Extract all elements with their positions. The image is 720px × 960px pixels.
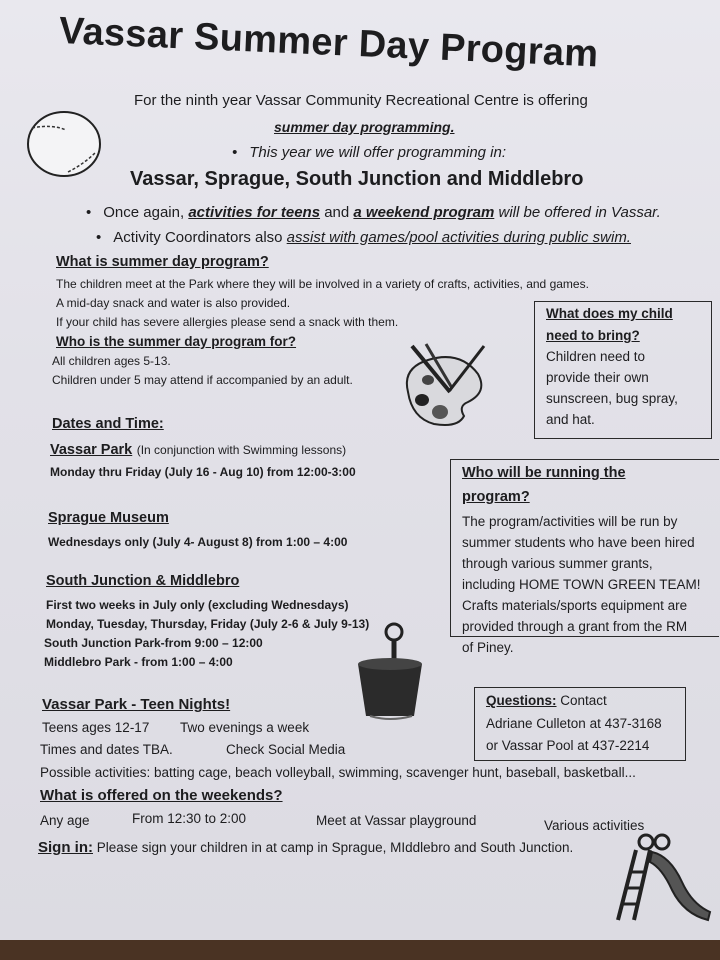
what-is-line-1: The children meet at the Park where they will be involved in a variety of crafts, activities, and games. [56,277,589,291]
questions-line-2: or Vassar Pool at 437-2214 [486,738,650,753]
locations-heading: Vassar, Sprague, South Junction and Middlebro [130,168,584,190]
teen-evenings: Two evenings a week [180,720,310,735]
running-line-1: The program/activities will be run by [462,514,678,529]
sj-line-3: South Junction Park-from 9:00 – 12:00 [44,636,263,650]
bring-line-1: Children need to [546,349,646,364]
sj-heading: South Junction & Middlebro [46,573,240,589]
bring-line-2: provide their own [546,370,649,385]
sj-line-2: Monday, Tuesday, Thursday, Friday (July 2-6 & July 9-13) [46,617,370,631]
sprague-time: Wednesdays only (July 4- August 8) from 1:00 – 4:00 [48,535,348,549]
running-line-3: through various summer grants, [462,556,653,571]
who-for-line-1: All children ages 5-13. [52,354,171,368]
page-title: Vassar Summer Day Program [58,10,600,76]
running-line-5: Crafts materials/sports equipment are [462,598,688,613]
running-line-7: of Piney. [462,640,514,655]
vassar-park-row: Vassar Park (In conjunction with Swimming lessons) [50,442,347,458]
questions-label-row: Questions: Contact [486,693,607,708]
baseball-icon [24,108,104,180]
slide-icon [610,832,714,922]
running-heading-2: program? [462,489,530,505]
bullet-teens-weekend: • Once again, activities for teens and a weekend program will be offered in Vassar. [86,204,661,221]
weekends-various: Various activities [544,818,645,833]
intro-line-1: For the ninth year Vassar Community Recreational Centre is offering [134,92,588,109]
dates-heading: Dates and Time: [52,416,164,432]
teen-social: Check Social Media [226,742,346,757]
running-line-4: including HOME TOWN GREEN TEAM! [462,577,701,592]
intro-line-3: • This year we will offer programming in: [232,144,506,161]
bring-line-4: and hat. [546,412,595,427]
teen-ages: Teens ages 12-17 [42,720,150,735]
teen-heading: Vassar Park - Teen Nights! [42,696,231,713]
teen-tba: Times and dates TBA. [40,742,173,757]
running-line-6: provided through a grant from the RM [462,619,688,634]
running-heading-1: Who will be running the [462,465,626,481]
sj-line-4: Middlebro Park - from 1:00 – 4:00 [44,655,233,669]
weekends-age: Any age [40,813,90,828]
intro-line-2: summer day programming. [274,119,455,135]
questions-line-1: Adriane Culleton at 437-3168 [486,716,662,731]
weekends-heading: What is offered on the weekends? [40,787,283,804]
running-line-2: summer students who have been hired [462,535,695,550]
vassar-park-time: Monday thru Friday (July 16 - Aug 10) from 12:00-3:00 [50,465,356,479]
weekends-meet: Meet at Vassar playground [316,813,477,828]
who-for-line-2: Children under 5 may attend if accompanied by an adult. [52,373,353,387]
teen-activities: Possible activities: batting cage, beach volleyball, swimming, scavenger hunt, baseball, basketball... [40,765,636,780]
bring-heading-2: need to bring? [546,328,640,343]
bullet-coordinators: • Activity Coordinators also assist with games/pool activities during public swim. [96,229,631,246]
weekends-time: From 12:30 to 2:00 [132,811,247,826]
bring-heading-1: What does my child [546,306,673,321]
what-is-heading: What is summer day program? [56,254,269,270]
bring-line-3: sunscreen, bug spray, [546,391,678,406]
who-for-heading: Who is the summer day program for? [56,334,297,349]
signin-row: Sign in: Please sign your children in at camp in Sprague, MIddlebro and South Junction. [38,839,574,856]
sj-line-1: First two weeks in July only (excluding Wednesdays) [46,598,349,612]
sand-bucket-icon [350,622,430,722]
what-is-line-2: A mid-day snack and water is also provided. [56,296,291,310]
paint-palette-icon [398,340,490,430]
sprague-heading: Sprague Museum [48,510,169,526]
what-is-line-3: If your child has severe allergies please send a snack with them. [56,315,399,329]
